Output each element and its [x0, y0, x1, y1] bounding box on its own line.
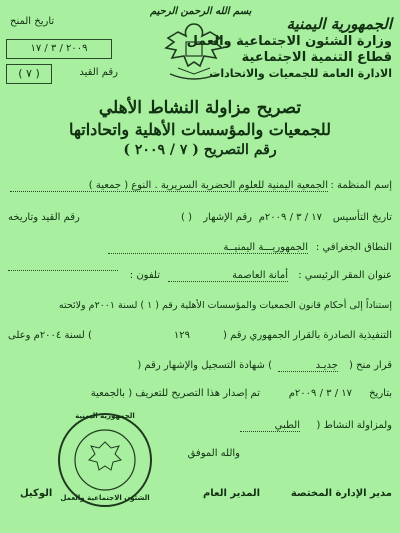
org-name-label: إسم المنظمة :: [330, 180, 392, 191]
issue-prefix: بتاريخ: [369, 388, 392, 399]
founding-label: تاريخ التأسيس: [332, 212, 392, 223]
general-director-signature: المدير العام: [202, 488, 260, 499]
sector-name: قطاع التنمية الاجتماعية: [241, 50, 392, 65]
closing-phrase: والله الموفق: [187, 448, 240, 459]
reg-date-label: رقم القيد وتاريخه: [8, 212, 80, 223]
address-value: أمانة العاصمة: [168, 270, 288, 282]
grant-label: قرار منح (: [349, 360, 392, 371]
phone-value: [8, 270, 118, 271]
publicity-label: رقم الإشهار: [203, 212, 252, 223]
phone-label: تلفون :: [129, 270, 160, 281]
grant-rest: ) شهادة التسجيل والإشهار رقم (: [137, 360, 272, 371]
activity-value: الطبي: [240, 420, 300, 432]
registry-label: رقم القيد: [79, 67, 118, 78]
founding-value: ١٧ / ٣ / ٢٠٠٩م: [258, 212, 322, 223]
registry-row: [6, 64, 118, 84]
org-name-value: الجمعية اليمنية للعلوم الحضرية السريرية . النوع ( جمعية ): [10, 180, 328, 192]
exec-text: التنفيذية الصادرة بالقرار الجمهوري رقم (: [222, 330, 392, 341]
scope-label: النطاق الجغرافي :: [315, 242, 392, 253]
exec-year: ) لسنة ٢٠٠٤م وعلى: [8, 330, 92, 341]
republic-name: الجمهورية اليمنية: [286, 15, 392, 33]
director-signature: مدير الإدارة المختصة: [290, 488, 392, 499]
grant-date-box: [6, 16, 112, 59]
permit-number: رقم التصريح ( ٧ / ٢٠٠٩ ): [123, 142, 277, 158]
grant-date-label: تاريخ المنح: [10, 16, 55, 27]
exec-number: ١٢٩: [173, 330, 190, 341]
permit-subtitle: للجمعيات والمؤسسات الأهلية واتحاداتها: [69, 120, 331, 139]
law-text: إستناداً إلى أحكام قانون الجمعيات والمؤسسات الأهلية رقم ( ١ ) لسنة ٢٠٠١م ولائحته: [58, 300, 392, 311]
stamp-text-bottom: الشئون الاجتماعية والعمل: [60, 494, 150, 502]
grant-value: جديـد: [278, 360, 338, 372]
registry-value: ( ٧ ): [6, 64, 52, 84]
basmala: بسم الله الرحمن الرحيم: [150, 6, 252, 17]
yemen-eagle-emblem-icon: [160, 18, 228, 88]
issue-date: ١٧ / ٣ / ٢٠٠٩م: [288, 388, 352, 399]
scope-value: الجمهوريـــة اليمنيــة: [108, 242, 308, 254]
address-label: عنوان المقر الرئيسي :: [298, 270, 392, 281]
deputy-signature: الوكيل: [20, 488, 53, 499]
activity-label: ولمزاولة النشاط (: [316, 420, 392, 431]
grant-date-value: ٢٠٠٩ / ٣ / ١٧: [6, 39, 112, 59]
ministry-name: وزارة الشئون الاجتماعية والعمل: [186, 34, 392, 49]
department-name: الادارة العامة للجمعيات والاتحادات: [209, 67, 392, 80]
issue-rest: تم إصدار هذا التصريح للتعريف ( بالجمعية: [90, 388, 260, 399]
publicity-value: ( ): [181, 212, 192, 223]
permit-title: تصريح مزاولة النشاط الأهلي: [98, 98, 302, 118]
stamp-text-top: الجمهورية اليمنية: [75, 412, 135, 420]
